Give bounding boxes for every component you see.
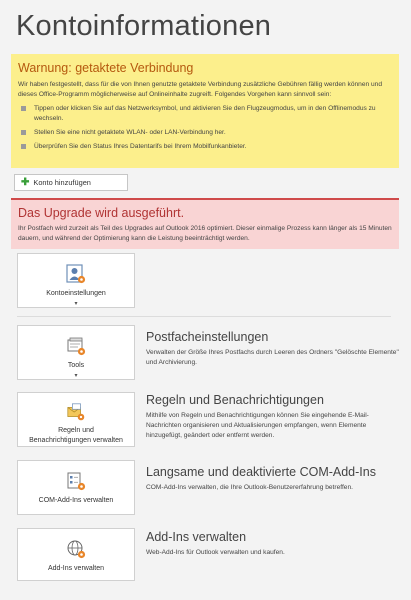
warning-text: Wir haben festgestellt, dass für die von Ihnen genutzte getaktete Verbindung zusätzliche Gebühren fällig werden können und dieses Office-Programm möglicherweise auf Onlineinhalte zugreift. Folgendes Vorgehen kann sinnvoll sein:: [18, 81, 382, 98]
chevron-down-icon: ▾: [74, 301, 78, 307]
addins-title: Add-Ins verwalten: [146, 530, 247, 544]
rules-label-line1: Regeln und: [58, 427, 94, 434]
bullet-icon: [21, 106, 26, 111]
bullet-icon: [21, 130, 26, 135]
rules-icon: [65, 402, 87, 422]
manage-rules-button[interactable]: [17, 392, 135, 447]
com-addins-label: COM-Add-Ins verwalten: [38, 497, 114, 504]
account-settings-label: Kontoeinstellungen: [46, 290, 106, 297]
addins-label: Add-Ins verwalten: [47, 565, 105, 572]
metered-connection-warning: [11, 54, 399, 168]
addins-section: [146, 530, 401, 558]
divider: [17, 316, 391, 317]
upgrade-text: Ihr Postfach wird zurzeit als Teil des Upgrades auf Outlook 2016 optimiert. Dieser einmalige Prozess kann länger als 15 Minuten dauern, und während der Optimierung kann die Leistung beeinträchtigt werden.: [18, 225, 392, 242]
add-account-button[interactable]: [14, 174, 128, 191]
mailbox-settings-section: [146, 330, 401, 368]
tools-label: Tools: [67, 362, 85, 369]
plus-icon: ✚: [21, 176, 30, 188]
bullet-icon: [21, 144, 26, 149]
tools-button[interactable]: [17, 325, 135, 380]
warning-item: Tippen oder klicken Sie auf das Netzwerksymbol, und aktivieren Sie den Flugzeugmodus, um in den Offlinemodus zu wechseln.: [18, 104, 393, 124]
tools-icon: [65, 335, 87, 357]
account-settings-icon: [65, 263, 87, 285]
globe-icon: [65, 538, 87, 560]
warning-item: Überprüfen Sie den Status Ihres Datentarifs bei Ihrem Mobilfunkanbieter.: [18, 142, 393, 152]
manage-com-addins-button[interactable]: [17, 460, 135, 515]
warning-item: Stellen Sie eine nicht getaktete WLAN- oder LAN-Verbindung her.: [18, 128, 393, 138]
com-addins-icon: [65, 470, 87, 492]
mailbox-settings-text: Verwalten der Größe Ihres Postfachs durch Leeren des Ordners "Gelöschte Elemente" und Archivierung.: [146, 349, 399, 366]
rules-text: Mithilfe von Regeln und Benachrichtigungen können Sie eingehende E-Mail-Nachrichten organisieren und Aktualisierungen empfangen, wenn Elemente hinzugefügt, geändert oder entfernt werden.: [146, 412, 369, 439]
warning-title: Warnung: getaktete Verbindung: [18, 61, 194, 75]
manage-addins-button[interactable]: [17, 528, 135, 581]
rules-label-line2: Benachrichtigungen verwalten: [29, 437, 123, 444]
page-title: Kontoinformationen: [16, 10, 272, 42]
warning-list: [18, 104, 393, 152]
com-addins-title: Langsame und deaktivierte COM-Add-Ins: [146, 465, 376, 479]
rules-section: [146, 393, 401, 441]
account-settings-button[interactable]: [17, 253, 135, 308]
addins-text: Web-Add-Ins für Outlook verwalten und kaufen.: [146, 549, 285, 556]
mailbox-settings-title: Postfacheinstellungen: [146, 330, 269, 344]
rules-title: Regeln und Benachrichtigungen: [146, 393, 324, 407]
com-addins-text: COM-Add-Ins verwalten, die Ihre Outlook-Benutzererfahrung betreffen.: [146, 484, 353, 491]
chevron-down-icon: ▾: [74, 373, 78, 379]
add-account-label: Konto hinzufügen: [33, 178, 91, 187]
upgrade-title: Das Upgrade wird ausgeführt.: [18, 206, 185, 220]
upgrade-notice: [11, 198, 399, 249]
com-addins-section: [146, 465, 401, 493]
